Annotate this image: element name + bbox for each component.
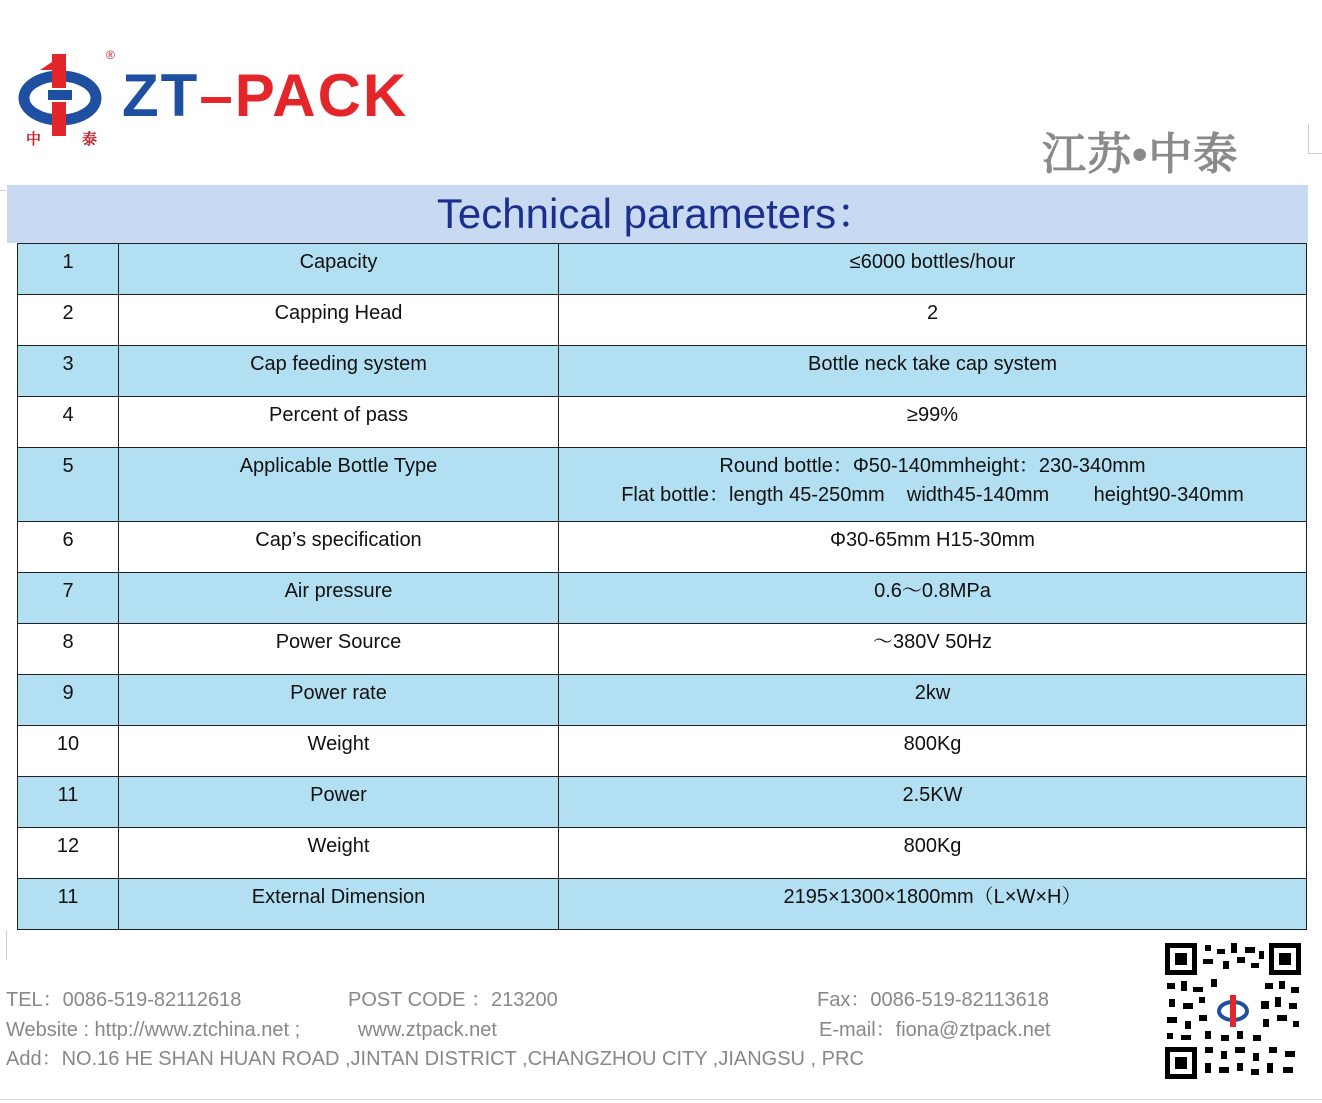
post-code: POST CODE ：213200 xyxy=(348,989,558,1011)
param-name: Weight xyxy=(119,726,559,777)
brand-pack: PACK xyxy=(234,62,409,129)
param-name: Air pressure xyxy=(119,573,559,624)
param-name: Cap’s specification xyxy=(119,522,559,573)
brand-dash: – xyxy=(199,62,235,129)
param-value: Bottle neck take cap system xyxy=(559,346,1307,397)
telephone: TEL：0086-519-82112618 xyxy=(6,989,242,1011)
row-number: 5 xyxy=(18,448,119,522)
param-value: ≥99% xyxy=(559,397,1307,448)
website: Website : http://www.ztchina.net ; xyxy=(6,1019,301,1041)
param-value-line2 xyxy=(563,481,1302,510)
logo-char-tai: 泰 xyxy=(82,131,98,148)
brand-zt: ZT xyxy=(122,62,200,129)
parameters-table xyxy=(17,243,1307,930)
row-number: 10 xyxy=(18,726,119,777)
param-value: 800Kg xyxy=(559,726,1307,777)
param-name: Power Source xyxy=(119,624,559,675)
param-name: Capacity xyxy=(119,244,559,295)
table-row xyxy=(18,879,1307,930)
param-value: 0.6～0.8MPa xyxy=(559,573,1307,624)
param-name: Power rate xyxy=(119,675,559,726)
param-value: 2 xyxy=(559,295,1307,346)
param-value: 2kw xyxy=(559,675,1307,726)
crop-mark xyxy=(0,190,6,191)
table-row xyxy=(18,295,1307,346)
row-number: 7 xyxy=(18,573,119,624)
param-value xyxy=(559,448,1307,522)
section-banner xyxy=(7,185,1308,243)
table-row xyxy=(18,573,1307,624)
row-number: 2 xyxy=(18,295,119,346)
section-title: Technical parameters： xyxy=(436,190,879,237)
table-row xyxy=(18,624,1307,675)
flat-bottle-length: Flat bottle：length 45-250mm xyxy=(621,484,885,506)
crop-mark xyxy=(1308,124,1309,154)
param-value: ≤6000 bottles/hour xyxy=(559,244,1307,295)
table-row xyxy=(18,777,1307,828)
flat-bottle-height: height90-340mm xyxy=(1093,484,1244,506)
table-row xyxy=(18,448,1307,522)
table-row xyxy=(18,522,1307,573)
flat-bottle-width: width45-140mm xyxy=(906,484,1050,506)
row-number: 1 xyxy=(18,244,119,295)
param-value-line1: Round bottle：Φ50-140mmheight：230-340mm xyxy=(719,455,1146,477)
param-value: 800Kg xyxy=(559,828,1307,879)
param-value: 2.5KW xyxy=(559,777,1307,828)
row-number: 11 xyxy=(18,879,119,930)
company-logo xyxy=(18,48,458,148)
email: E-mail：fiona@ztpack.net xyxy=(819,1019,1051,1041)
table-row xyxy=(18,244,1307,295)
registered-mark: ® xyxy=(106,48,115,62)
logo-char-zhong: 中 xyxy=(26,131,42,148)
param-value: Φ30-65mm H15-30mm xyxy=(559,522,1307,573)
crop-mark xyxy=(6,930,7,960)
table-row xyxy=(18,726,1307,777)
website-secondary: www.ztpack.net xyxy=(358,1019,497,1041)
table-row xyxy=(18,397,1307,448)
param-name: External Dimension xyxy=(119,879,559,930)
brand-name xyxy=(122,62,409,129)
row-number: 6 xyxy=(18,522,119,573)
param-name: Weight xyxy=(119,828,559,879)
crop-mark xyxy=(1308,153,1322,154)
row-number: 8 xyxy=(18,624,119,675)
row-number: 4 xyxy=(18,397,119,448)
row-number: 9 xyxy=(18,675,119,726)
row-number: 3 xyxy=(18,346,119,397)
param-name: Power xyxy=(119,777,559,828)
row-number: 11 xyxy=(18,777,119,828)
param-name: Applicable Bottle Type xyxy=(119,448,559,522)
table-row xyxy=(18,828,1307,879)
page-divider xyxy=(0,1099,1322,1100)
param-name: Percent of pass xyxy=(119,397,559,448)
table-row xyxy=(18,346,1307,397)
param-value: 2195×1300×1800mm（L×W×H） xyxy=(559,879,1307,930)
address: Add：NO.16 HE SHAN HUAN ROAD ,JINTAN DISTRICT ,CHANGZHOU CITY ,JIANGSU , PRC xyxy=(6,1048,864,1070)
param-value: ～380V 50Hz xyxy=(559,624,1307,675)
city-company-name: 江苏•中泰 xyxy=(1042,130,1239,179)
table-row xyxy=(18,675,1307,726)
param-name: Capping Head xyxy=(119,295,559,346)
qr-code-icon xyxy=(1165,943,1301,1079)
row-number: 12 xyxy=(18,828,119,879)
fax: Fax：0086-519-82113618 xyxy=(817,989,1050,1011)
param-name: Cap feeding system xyxy=(119,346,559,397)
